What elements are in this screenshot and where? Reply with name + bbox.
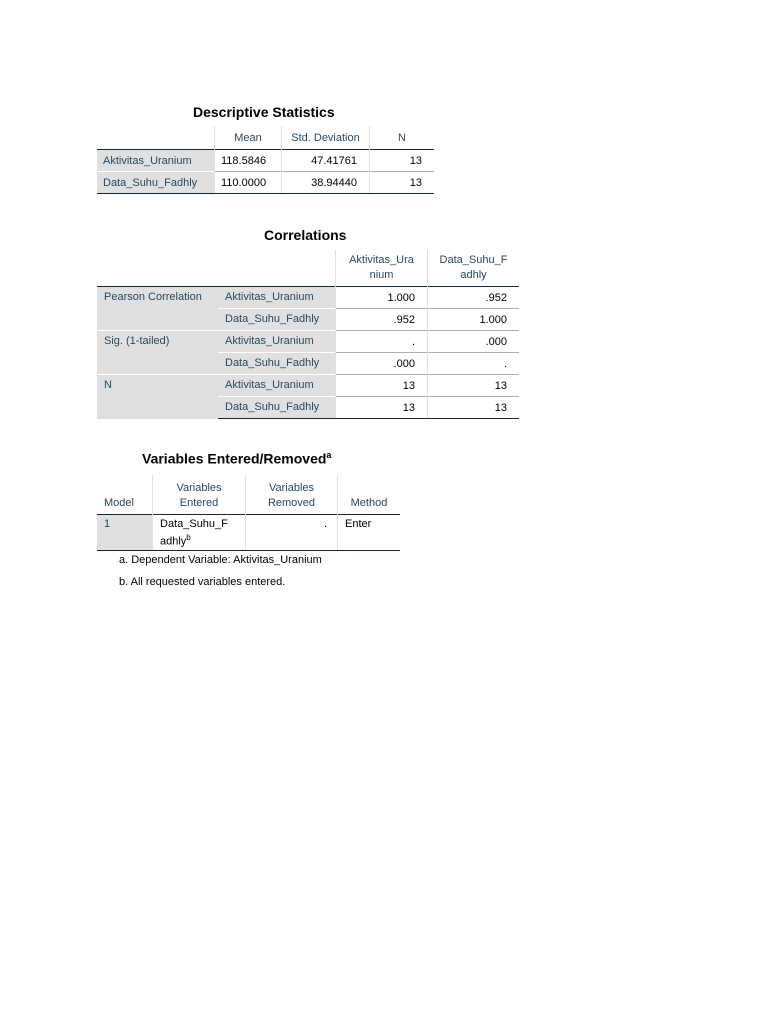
cell-method: Enter bbox=[338, 515, 401, 551]
row-header: Aktivitas_Uranium bbox=[218, 287, 336, 309]
row-header: Aktivitas_Uranium bbox=[218, 331, 336, 353]
col-header-aktivitas-uranium: Aktivitas_Ura nium bbox=[336, 250, 428, 287]
footnote-marker: b bbox=[186, 533, 191, 542]
table-row bbox=[97, 515, 400, 551]
corner-cell bbox=[218, 250, 336, 287]
footnote-marker: a bbox=[326, 450, 332, 460]
cell-value: . bbox=[336, 331, 428, 353]
col-header-variables-entered: Variables Entered bbox=[153, 475, 246, 515]
cell-value: 13 bbox=[336, 397, 428, 419]
table-row bbox=[97, 331, 519, 353]
correlations-title: Correlations bbox=[264, 227, 347, 243]
cell-value: .000 bbox=[428, 331, 520, 353]
cell-n: 13 bbox=[370, 150, 435, 172]
row-group-header: Pearson Correlation bbox=[97, 287, 218, 331]
variables-entered-removed-table bbox=[97, 475, 400, 551]
footnote-b: b. All requested variables entered. bbox=[119, 576, 286, 588]
cell-value: .952 bbox=[336, 309, 428, 331]
col-header-mean: Mean bbox=[215, 126, 282, 150]
cell-value: 13 bbox=[336, 375, 428, 397]
cell-value: . bbox=[428, 353, 520, 375]
cell-value: 13 bbox=[428, 375, 520, 397]
cell-mean: 118.5846 bbox=[215, 150, 282, 172]
row-header: Data_Suhu_Fadhly bbox=[218, 309, 336, 331]
cell-value: 1.000 bbox=[428, 309, 520, 331]
row-header: Data_Suhu_Fadhly bbox=[218, 353, 336, 375]
col-header-variables-removed: Variables Removed bbox=[246, 475, 338, 515]
row-header: Aktivitas_Uranium bbox=[97, 150, 215, 172]
table-row bbox=[97, 150, 434, 172]
table-row bbox=[97, 287, 519, 309]
cell-std-deviation: 47.41761 bbox=[282, 150, 370, 172]
col-header-n: N bbox=[370, 126, 435, 150]
cell-value: 1.000 bbox=[336, 287, 428, 309]
cell-value: 13 bbox=[428, 397, 520, 419]
cell-text: Data_Suhu_F adhly bbox=[160, 518, 228, 548]
corner-cell bbox=[97, 126, 215, 150]
cell-value: .000 bbox=[336, 353, 428, 375]
descriptive-statistics-title: Descriptive Statistics bbox=[193, 104, 335, 120]
row-header: Data_Suhu_Fadhly bbox=[97, 172, 215, 194]
variables-entered-removed-title bbox=[142, 450, 331, 467]
cell-mean: 110.0000 bbox=[215, 172, 282, 194]
title-text: Variables Entered/Removed bbox=[142, 450, 327, 467]
correlations-table bbox=[97, 250, 519, 419]
cell-variables-entered bbox=[153, 515, 246, 551]
cell-value: .952 bbox=[428, 287, 520, 309]
cell-variables-removed: . bbox=[246, 515, 338, 551]
row-header: Data_Suhu_Fadhly bbox=[218, 397, 336, 419]
col-header-std-deviation: Std. Deviation bbox=[282, 126, 370, 150]
row-header: Aktivitas_Uranium bbox=[218, 375, 336, 397]
row-header-model: 1 bbox=[97, 515, 153, 551]
col-header-data-suhu-fadhly: Data_Suhu_F adhly bbox=[428, 250, 520, 287]
corner-cell bbox=[97, 250, 218, 287]
table-row bbox=[97, 172, 434, 194]
cell-std-deviation: 38.94440 bbox=[282, 172, 370, 194]
cell-n: 13 bbox=[370, 172, 435, 194]
col-header-model: Model bbox=[104, 497, 134, 509]
footnote-a: a. Dependent Variable: Aktivitas_Uranium bbox=[119, 554, 322, 566]
row-group-header: N bbox=[97, 375, 218, 419]
col-header-method: Method bbox=[338, 475, 401, 515]
table-row bbox=[97, 375, 519, 397]
row-group-header: Sig. (1-tailed) bbox=[97, 331, 218, 375]
descriptive-statistics-table bbox=[97, 126, 434, 194]
